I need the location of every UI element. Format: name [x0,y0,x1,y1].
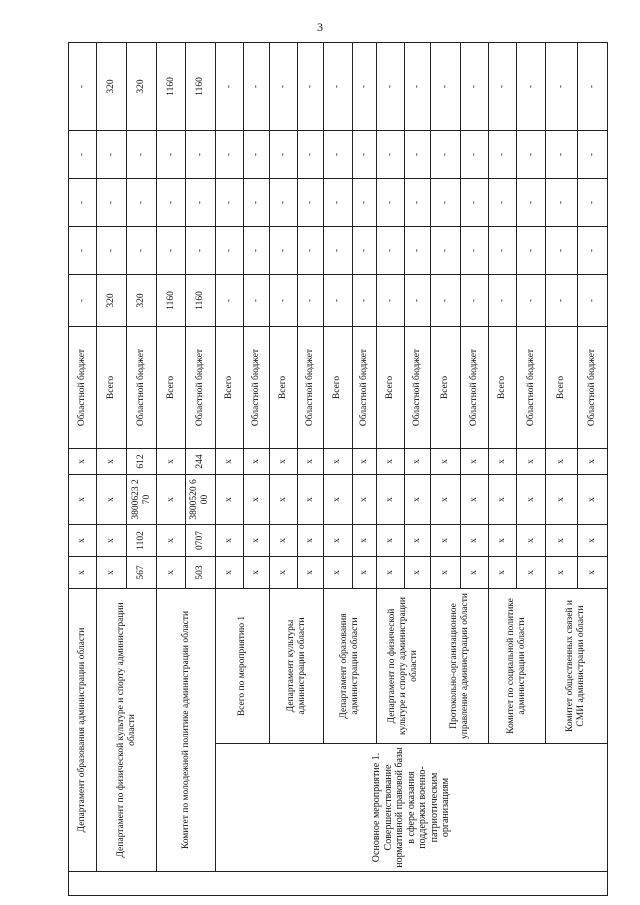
source-cell: Всего [324,326,352,448]
grbs-cell: x [430,556,460,588]
vr-cell: x [352,448,376,474]
main-event-description: Основное мероприятие 1. Совершенствование нормативной правовой базы в сфере оказания поддержки военно-патриотическим организациям [215,744,607,872]
y2-cell: - [97,178,127,226]
csr-cell: x [324,474,352,524]
rotated-page-area [68,43,608,896]
y1-cell: - [352,226,376,274]
y4-cell: - [324,42,352,130]
y1-cell: - [97,226,127,274]
y4-cell: - [376,42,404,130]
y4-cell: - [270,42,298,130]
y3-cell: - [215,130,243,178]
y1-cell: - [324,226,352,274]
y4-cell: - [430,42,460,130]
table-row [69,42,97,895]
rzpr-cell: 0707 [185,524,215,556]
grbs-cell: x [577,556,607,588]
rzpr-cell: x [461,524,489,556]
y1-cell: - [577,226,607,274]
csr-cell: x [517,474,545,524]
y3-cell: - [517,130,545,178]
csr-cell: x [489,474,517,524]
vr-cell: 612 [127,448,157,474]
table-row [157,42,185,895]
grbs-cell: x [270,556,298,588]
vr-cell: x [97,448,127,474]
rzpr-cell: x [157,524,185,556]
rzpr-cell: x [215,524,243,556]
y2-cell: - [298,178,324,226]
y3-cell: - [270,130,298,178]
y3-cell: - [352,130,376,178]
csr-cell: x [157,474,185,524]
csr-cell: x [376,474,404,524]
executor-cell: Департамент культуры администрации области [270,588,324,743]
rzpr-cell: x [430,524,460,556]
source-cell: Областной бюджет [404,326,430,448]
y2-cell: - [517,178,545,226]
grbs-cell: x [404,556,430,588]
vr-cell: x [298,448,324,474]
vr-cell: x [376,448,404,474]
table-row [97,42,127,895]
y2-cell: - [157,178,185,226]
grbs-cell: 567 [127,556,157,588]
total-cell: - [352,274,376,326]
vr-cell: x [517,448,545,474]
source-cell: Всего [489,326,517,448]
source-cell: Всего [97,326,127,448]
source-cell: Областной бюджет [517,326,545,448]
y3-cell: - [157,130,185,178]
executor-cell: Департамент образования администрации области [324,588,376,743]
rzpr-cell: x [298,524,324,556]
y1-cell: - [243,226,269,274]
csr-cell: x [298,474,324,524]
rzpr-cell: x [270,524,298,556]
grbs-cell: x [376,556,404,588]
csr-cell: x [545,474,577,524]
grbs-cell: 503 [185,556,215,588]
grbs-cell: x [489,556,517,588]
rzpr-cell: x [324,524,352,556]
source-cell: Всего [545,326,577,448]
rzpr-cell: x [577,524,607,556]
y1-cell: - [69,226,97,274]
rzpr-cell: x [489,524,517,556]
y2-cell: - [127,178,157,226]
y4-cell: 1160 [157,42,185,130]
y2-cell: - [545,178,577,226]
total-cell: - [69,274,97,326]
rzpr-cell: x [545,524,577,556]
grbs-cell: x [243,556,269,588]
source-cell: Областной бюджет [298,326,324,448]
total-cell: - [517,274,545,326]
csr-cell: x [243,474,269,524]
y2-cell: - [243,178,269,226]
grbs-cell: x [215,556,243,588]
vr-cell: x [69,448,97,474]
y3-cell: - [97,130,127,178]
y2-cell: - [215,178,243,226]
y2-cell: - [489,178,517,226]
vr-cell: x [545,448,577,474]
y1-cell: - [404,226,430,274]
vr-cell: x [215,448,243,474]
y2-cell: - [69,178,97,226]
source-cell: Всего [430,326,460,448]
y1-cell: - [545,226,577,274]
y1-cell: - [517,226,545,274]
y3-cell: - [69,130,97,178]
executor-cell: Протокольно-организационное управление администрации области [430,588,488,743]
vr-cell: x [157,448,185,474]
total-cell: 1160 [185,274,215,326]
total-cell: - [298,274,324,326]
grbs-cell: x [97,556,127,588]
source-cell: Всего [215,326,243,448]
csr-cell: x [215,474,243,524]
rzpr-cell: x [352,524,376,556]
grbs-cell: x [352,556,376,588]
total-cell: - [489,274,517,326]
total-cell: - [376,274,404,326]
page-number: 3 [317,20,323,34]
source-cell: Областной бюджет [69,326,97,448]
csr-cell: 3800623 270 [127,474,157,524]
y3-cell: - [489,130,517,178]
y4-cell: - [545,42,577,130]
vr-cell: x [577,448,607,474]
y1-cell: - [489,226,517,274]
y3-cell: - [461,130,489,178]
y1-cell: - [215,226,243,274]
y3-cell: - [243,130,269,178]
source-cell: Областной бюджет [352,326,376,448]
y2-cell: - [185,178,215,226]
grbs-cell: x [157,556,185,588]
source-cell: Областной бюджет [577,326,607,448]
source-cell: Областной бюджет [243,326,269,448]
total-cell: - [243,274,269,326]
y3-cell: - [430,130,460,178]
rzpr-cell: x [517,524,545,556]
y3-cell: - [545,130,577,178]
left-margin-cell [69,872,608,896]
total-cell: - [270,274,298,326]
y2-cell: - [324,178,352,226]
csr-cell: 3800520 600 [185,474,215,524]
y1-cell: - [461,226,489,274]
y1-cell: - [298,226,324,274]
csr-cell: x [97,474,127,524]
grbs-cell: x [545,556,577,588]
y4-cell: - [517,42,545,130]
y3-cell: - [298,130,324,178]
executor-cell: Всего по мероприятию 1 [215,588,269,743]
y1-cell: - [270,226,298,274]
source-cell: Областной бюджет [185,326,215,448]
csr-cell: x [404,474,430,524]
total-cell: - [430,274,460,326]
executor-cell: Департамент по физической культуре и спорту администрации области [97,588,157,871]
y4-cell: - [489,42,517,130]
y4-cell: - [69,42,97,130]
vr-cell: 244 [185,448,215,474]
y3-cell: - [324,130,352,178]
grbs-cell: x [298,556,324,588]
executor-cell: Комитет по социальной политике администрации области [489,588,545,743]
total-cell: - [215,274,243,326]
rzpr-cell: x [404,524,430,556]
vr-cell: x [489,448,517,474]
executor-cell: Комитет общественных связей и СМИ администрации области [545,588,607,743]
csr-cell: x [270,474,298,524]
y4-cell: - [352,42,376,130]
source-cell: Всего [376,326,404,448]
total-cell: 320 [127,274,157,326]
y1-cell: - [376,226,404,274]
y4-cell: - [404,42,430,130]
csr-cell: x [69,474,97,524]
grbs-cell: x [517,556,545,588]
y2-cell: - [430,178,460,226]
rzpr-cell: 1102 [127,524,157,556]
total-cell: - [404,274,430,326]
total-cell: - [324,274,352,326]
total-cell: 1160 [157,274,185,326]
y4-cell: - [215,42,243,130]
y4-cell: 1160 [185,42,215,130]
vr-cell: x [270,448,298,474]
rzpr-cell: x [97,524,127,556]
y4-cell: - [243,42,269,130]
grbs-cell: x [69,556,97,588]
csr-cell: x [352,474,376,524]
budget-table [68,42,608,896]
y3-cell: - [185,130,215,178]
grbs-cell: x [461,556,489,588]
executor-cell: Департамент образования администрации области [69,588,97,871]
table-row [215,42,243,895]
csr-cell: x [430,474,460,524]
y4-cell: 320 [127,42,157,130]
vr-cell: x [243,448,269,474]
total-cell: - [545,274,577,326]
vr-cell: x [324,448,352,474]
source-cell: Областной бюджет [461,326,489,448]
source-cell: Всего [157,326,185,448]
y1-cell: - [127,226,157,274]
y1-cell: - [430,226,460,274]
total-cell: - [461,274,489,326]
y2-cell: - [461,178,489,226]
y2-cell: - [404,178,430,226]
vr-cell: x [430,448,460,474]
y3-cell: - [577,130,607,178]
vr-cell: x [461,448,489,474]
csr-cell: x [461,474,489,524]
executor-cell: Департамент по физической культуре и спорту администрации области [376,588,430,743]
csr-cell: x [577,474,607,524]
y2-cell: - [376,178,404,226]
y3-cell: - [404,130,430,178]
executor-cell: Комитет по молодежной политике администрации области [157,588,215,871]
y3-cell: - [376,130,404,178]
rzpr-cell: x [243,524,269,556]
y2-cell: - [270,178,298,226]
y1-cell: - [157,226,185,274]
y3-cell: - [127,130,157,178]
total-cell: - [577,274,607,326]
total-cell: 320 [97,274,127,326]
rzpr-cell: x [376,524,404,556]
y4-cell: - [298,42,324,130]
y2-cell: - [352,178,376,226]
rzpr-cell: x [69,524,97,556]
source-cell: Всего [270,326,298,448]
y4-cell: - [461,42,489,130]
y4-cell: - [577,42,607,130]
y2-cell: - [577,178,607,226]
vr-cell: x [404,448,430,474]
y1-cell: - [185,226,215,274]
source-cell: Областной бюджет [127,326,157,448]
y4-cell: 320 [97,42,127,130]
grbs-cell: x [324,556,352,588]
